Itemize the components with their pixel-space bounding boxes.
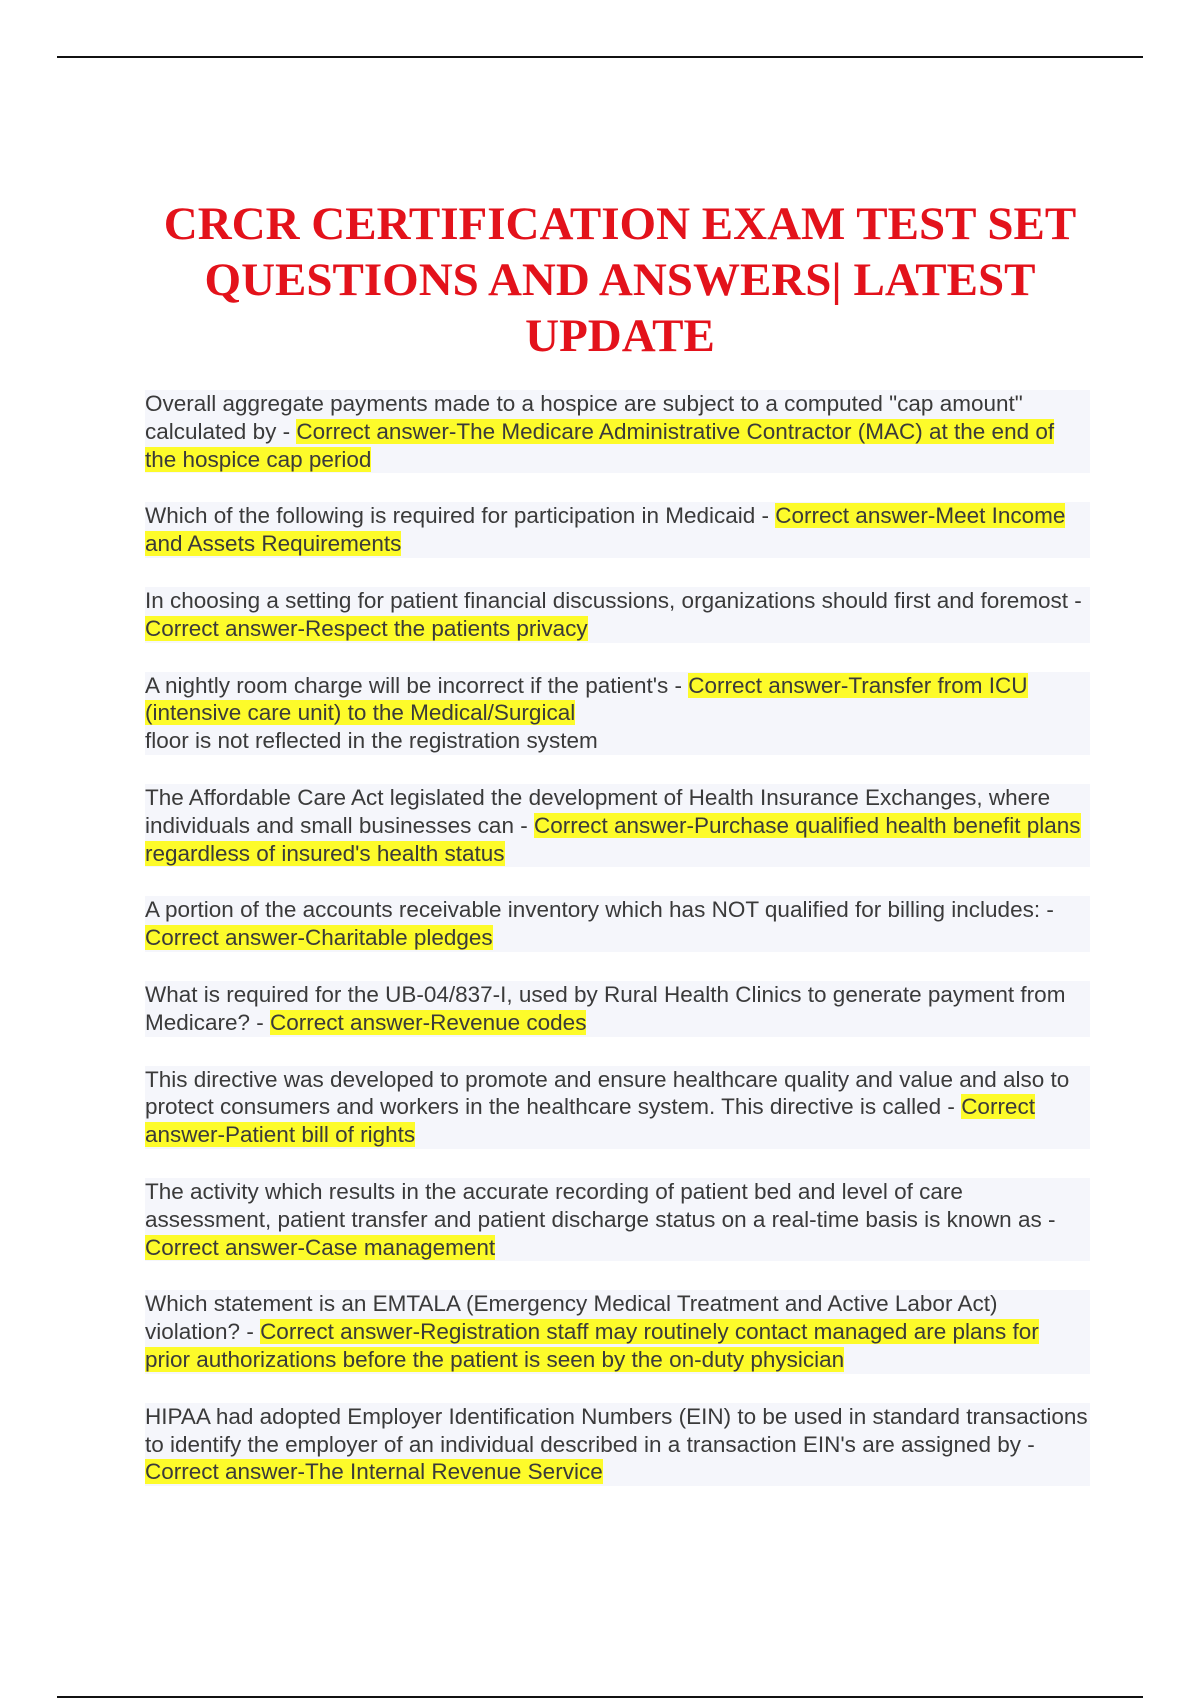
top-rule — [57, 56, 1143, 58]
answer-tail-text: floor is not reflected in the registration system — [145, 728, 598, 754]
answer-highlight: Correct answer-The Internal Revenue Service — [145, 1459, 603, 1485]
answer-highlight: Correct answer-Patient bill of rights — [145, 1094, 1035, 1148]
qa-item — [145, 502, 1090, 558]
qa-item — [145, 784, 1090, 867]
qa-item — [145, 1066, 1090, 1149]
question-text: What is required for the UB-04/837-I, used by Rural Health Clinics to generate payment from Medicare? - — [145, 981, 1066, 1035]
question-text: Overall aggregate payments made to a hospice are subject to a computed "cap amount" calculated by - — [145, 391, 1023, 444]
question-text: A portion of the accounts receivable inventory which has NOT qualified for billing includes: - — [145, 897, 1054, 923]
qa-item — [145, 1403, 1090, 1486]
answer-highlight: Correct answer-Meet Income and Assets Requirements — [145, 503, 1066, 557]
answer-highlight: Correct answer-Charitable pledges — [145, 925, 493, 951]
answer-highlight: Correct answer-Revenue codes — [270, 1009, 587, 1035]
qa-item — [145, 390, 1090, 473]
bottom-rule — [57, 1696, 1143, 1698]
answer-highlight: Correct answer-Purchase qualified health benefit plans regardless of insured's health status — [145, 812, 1081, 866]
question-text: HIPAA had adopted Employer Identification Numbers (EIN) to be used in standard transactions to identify the employer of an individual described in a transaction EIN's are assigned by - — [145, 1403, 1088, 1457]
answer-highlight: Correct answer-Transfer from ICU (intensive care unit) to the Medical/Surgical — [145, 672, 1028, 726]
qa-item — [145, 981, 1090, 1037]
question-text: The Affordable Care Act legislated the development of Health Insurance Exchanges, where individuals and small businesses can - — [145, 784, 1051, 838]
qa-list — [145, 390, 1090, 1515]
answer-highlight: Correct answer-The Medicare Administrative Contractor (MAC) at the end of the hospice cap period — [145, 418, 1055, 472]
question-text: The activity which results in the accurate recording of patient bed and level of care assessment, patient transfer and patient discharge status on a real-time basis is known as - — [145, 1178, 1056, 1232]
document-title: CRCR CERTIFICATION EXAM TEST SET QUESTIONS AND ANSWERS| LATEST UPDATE — [163, 198, 1077, 362]
answer-highlight: Correct answer-Registration staff may routinely contact managed are plans for prior authorizations before the patient is seen by the on-duty physician — [145, 1319, 1039, 1372]
qa-item — [145, 1178, 1090, 1261]
question-text: In choosing a setting for patient financial discussions, organizations should first and foremost - — [145, 587, 1082, 613]
answer-highlight: Correct answer-Case management — [145, 1234, 496, 1260]
qa-item — [145, 1290, 1090, 1373]
question-text: Which of the following is required for participation in Medicaid - — [145, 503, 776, 529]
qa-item — [145, 896, 1090, 952]
answer-highlight: Correct answer-Respect the patients privacy — [145, 615, 588, 641]
question-text: This directive was developed to promote and ensure healthcare quality and value and also to protect consumers and workers in the healthcare system. This directive is called - — [145, 1066, 1070, 1120]
question-text: A nightly room charge will be incorrect if the patient's - — [145, 672, 689, 698]
qa-item — [145, 672, 1090, 755]
qa-item — [145, 587, 1090, 643]
question-text: Which statement is an EMTALA (Emergency Medical Treatment and Active Labor Act) violation? - — [145, 1291, 998, 1345]
